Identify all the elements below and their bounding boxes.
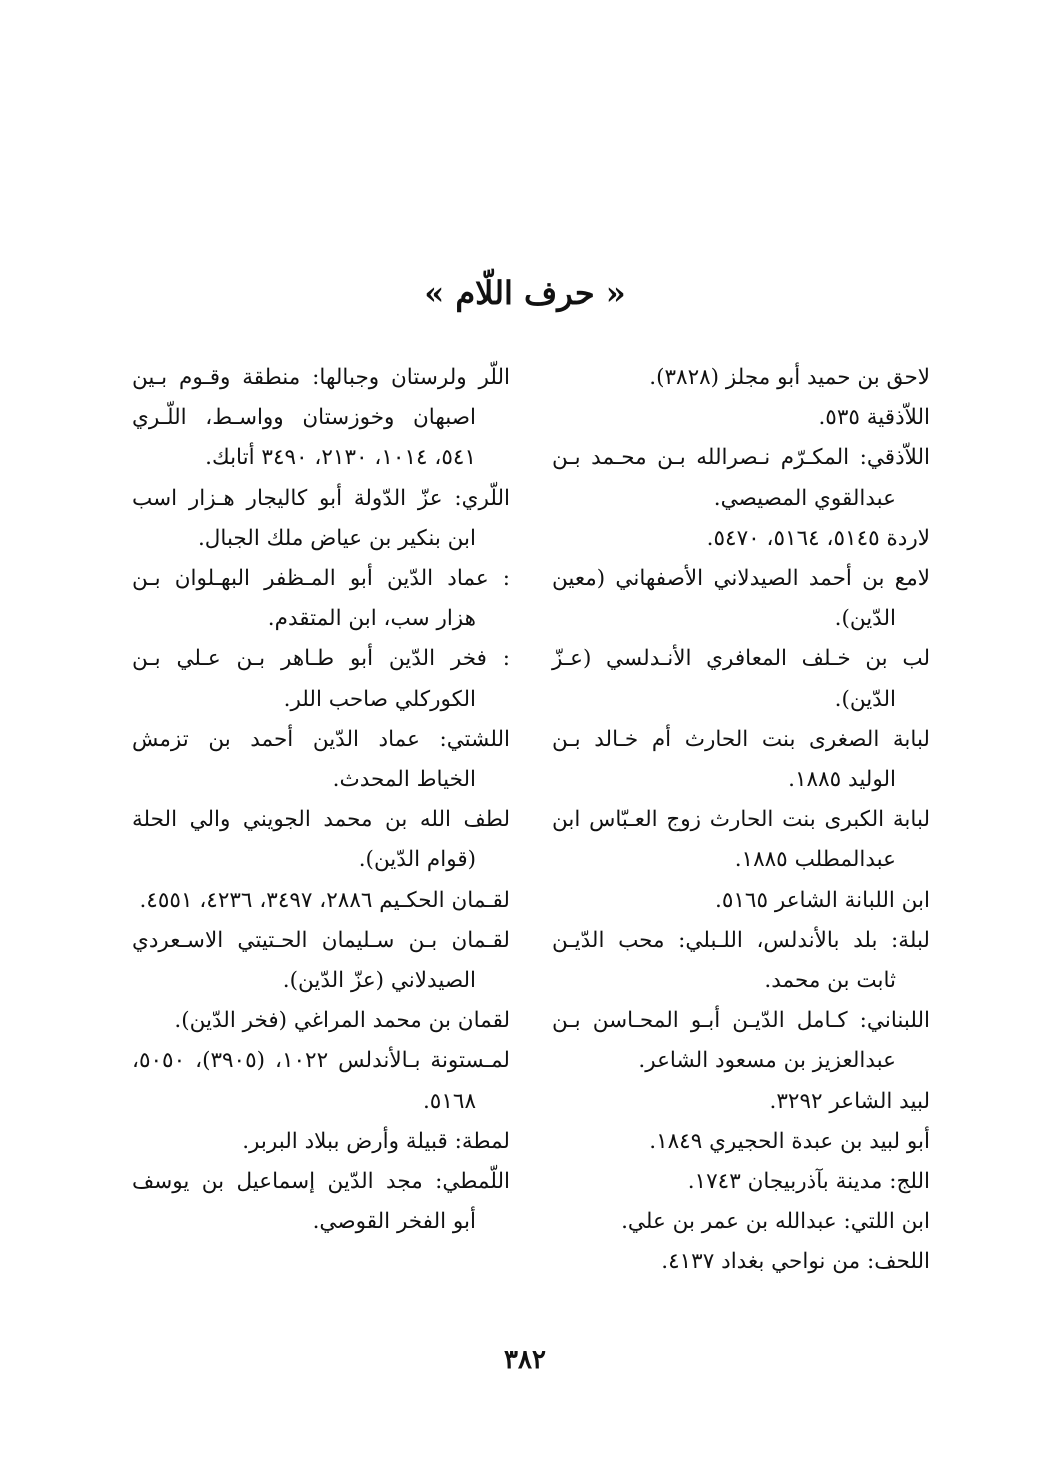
index-entry: : فخر الدّين أبو طـاهر بـن عـلي بـن الكوركلي صاحب اللر. <box>132 646 510 712</box>
index-entry: اللّري: عزّ الدّولة أبو كاليجار هـزار اسب ابن بنكير بن عياض ملك الجبال. <box>132 485 510 551</box>
index-entry: اللبناني: كـامل الدّيـن أبـو المحـاسن بـن عبدالعزيز بن مسعود الشاعر. <box>552 1008 930 1074</box>
index-entry: لاحق بن حميد أبو مجلز (٣٨٢٨). <box>649 365 930 390</box>
index-entry: لقمان بن محمد المراغي (فخر الدّين). <box>174 1008 510 1034</box>
index-entry: لبابة الصغرى بنت الحارث أم خـالد بـن الوليد ١٨٨٥. <box>552 726 930 793</box>
index-entry: ابن اللتي: عبدالله بن عمر بن علي. <box>621 1209 930 1235</box>
index-entry: لمـستونة بـالأندلس ١٠٢٢، (٣٩٠٥)، ٥٠٥٠، ٥١٦٨. <box>132 1048 510 1114</box>
index-entry: لمطة: قبيلة وأرض ببلاد البربر. <box>242 1128 510 1154</box>
index-entry: لاردة ٥١٤٥، ٥١٦٤، ٥٤٧٠. <box>706 525 930 551</box>
index-entry: اللّر ولرستان وجبالها: منطقة وقـوم بـين اصبهان وخوزستان وواسـط، اللّـري ٥٤١، ١٠١٤، ٢١٣٠، ٣٤٩٠ أتابك. <box>132 365 510 471</box>
index-entry: اللحف: من نواحي بغداد ٤١٣٧. <box>661 1249 930 1275</box>
index-entry: لقـمان الحكـيم ٢٨٨٦، ٣٤٩٧، ٤٢٣٦، ٤٥٥١. <box>139 887 510 913</box>
section-title: « حرف اللّام » <box>424 274 626 312</box>
index-entry: ابن اللبانة الشاعر ٥١٦٥. <box>714 887 930 913</box>
index-entry: لقـمان بـن سـليمان الحـتيتي الاسـعردي الصيدلاني (عزّ الدّين). <box>132 927 510 994</box>
index-entry: لامع بن أحمد الصيدلاني الأصفهاني (معين الدّين). <box>552 566 930 632</box>
index-column-right <box>552 358 930 1283</box>
index-entry: لب بن خـلف المعافري الأنـدلسي (عـزّ الدّين). <box>552 646 930 712</box>
index-entry: لبيد الشاعر ٣٢٩٢. <box>769 1088 930 1114</box>
index-entry: لطف الله بن محمد الجويني والي الحلة (قوام الدّين). <box>132 807 510 873</box>
page-number: ٣٨٢ <box>504 1345 546 1375</box>
index-entry: اللشتي: عماد الدّين أحمد بن تزمش الخياط المحدث. <box>132 726 510 793</box>
index-entry: أبو لبيد بن عبدة الحجيري ١٨٤٩. <box>649 1128 930 1154</box>
index-entry: لبابة الكبرى بنت الحارث زوج العـبّاس ابن عبدالمطلب ١٨٨٥. <box>552 807 930 873</box>
index-entry: اللج: مدينة بآذربيجان ١٧٤٣. <box>687 1169 930 1195</box>
index-entry: : عماد الدّين أبو المـظفر البهـلوان بـن هزار سب، ابن المتقدم. <box>132 566 510 632</box>
index-entry: اللاّذقي: المكـرّم نـصرالله بـن محـمد بـن عبدالقوي المصيصي. <box>552 445 930 511</box>
index-entry: لبلة: بلد بالأندلس، اللـبلي: محب الدّيـن ثابت بن محمد. <box>552 927 930 994</box>
index-entry: اللّمطي: مجد الدّين إسماعيل بن يوسف أبو الفخر القوصي. <box>132 1169 510 1235</box>
index-entry: اللاّذقية ٥٣٥. <box>818 405 930 431</box>
index-column-left <box>132 358 510 1242</box>
